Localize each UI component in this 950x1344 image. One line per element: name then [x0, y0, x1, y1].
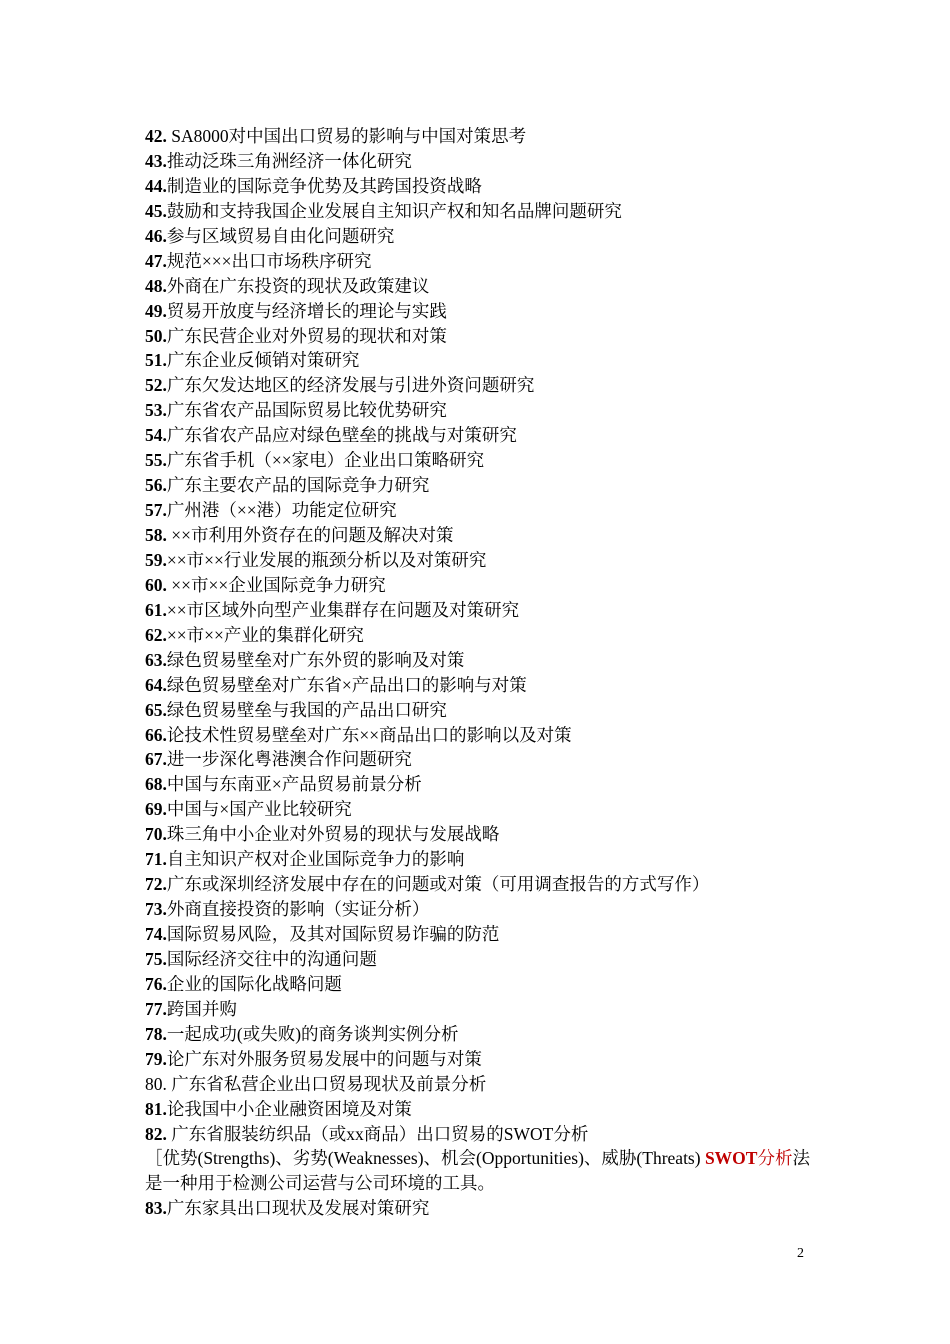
list-item	[145, 972, 825, 997]
item-text: 一起成功(或失败)的商务谈判实例分析	[166, 1023, 459, 1044]
item-text: 跨国并购	[166, 998, 237, 1019]
topic-list	[145, 124, 825, 1221]
item-number: 77.	[145, 998, 167, 1019]
list-item	[145, 698, 825, 723]
list-item	[145, 797, 825, 822]
list-item	[145, 174, 825, 199]
list-item	[145, 473, 825, 498]
item-text: 参与区域贸易自由化问题研究	[166, 225, 395, 246]
item-text: 绿色贸易壁垒对广东省×产品出口的影响与对策	[166, 674, 527, 695]
list-item	[145, 822, 825, 847]
item-number: 76.	[145, 973, 167, 994]
item-text: ××市××产业的集群化研究	[166, 624, 364, 645]
item-number: 68.	[145, 774, 167, 795]
item-text: 论我国中小企业融资困境及对策	[166, 1098, 412, 1119]
item-text: 中国与×国产业比较研究	[166, 799, 352, 820]
item-number: 60.	[145, 574, 167, 595]
list-item	[145, 548, 825, 573]
item-text: 广东家具出口现状及发展对策研究	[166, 1198, 430, 1219]
item-number: 73.	[145, 899, 167, 920]
swot-keyword-tail: 分析	[757, 1148, 793, 1169]
list-item	[145, 747, 825, 772]
item-number: 78.	[145, 1023, 167, 1044]
item-text: 广东省服装纺织品（或xx商品）出口贸易的SWOT分析	[166, 1123, 589, 1144]
list-item	[145, 598, 825, 623]
item-text: 中国与东南亚×产品贸易前景分析	[166, 774, 422, 795]
list-item	[145, 423, 825, 448]
list-item	[145, 124, 825, 149]
item-number: 72.	[145, 874, 167, 895]
list-item	[145, 723, 825, 748]
list-item	[145, 348, 825, 373]
item-number: 64.	[145, 674, 167, 695]
item-text: 论广东对外服务贸易发展中的问题与对策	[166, 1048, 482, 1069]
list-item	[145, 872, 825, 897]
item-number: 66.	[145, 724, 167, 745]
item-number: 48.	[145, 275, 167, 296]
page-number: 2	[797, 1246, 804, 1261]
list-item	[145, 274, 825, 299]
list-item	[145, 997, 825, 1022]
item-text: 贸易开放度与经济增长的理论与实践	[166, 300, 447, 321]
list-item	[145, 373, 825, 398]
item-text: 企业的国际化战略问题	[166, 973, 342, 994]
item-number: 63.	[145, 649, 167, 670]
item-text: ××市利用外资存在的问题及解决对策	[166, 525, 454, 545]
item-text: 广东民营企业对外贸易的现状和对策	[166, 325, 447, 346]
list-item	[145, 249, 825, 274]
item-number: 58.	[145, 525, 167, 545]
item-text: 广东省农产品国际贸易比较优势研究	[166, 400, 447, 421]
item-number: 82.	[145, 1123, 167, 1144]
list-item	[145, 324, 825, 349]
item-number: 51.	[145, 350, 167, 371]
swot-note-prefix: ［优势(Strengths)、劣势(Weaknesses)、机会(Opportunities)、威胁(Threats)	[145, 1148, 705, 1169]
list-item	[145, 1097, 825, 1122]
item-text: ××市××企业国际竞争力研究	[166, 574, 386, 595]
item-number: 74.	[145, 924, 167, 944]
item-text: 绿色贸易壁垒对广东外贸的影响及对策	[166, 649, 465, 670]
list-item	[145, 673, 825, 698]
swot-note	[145, 1146, 815, 1196]
item-number: 83.	[145, 1198, 167, 1219]
item-number: 47.	[145, 250, 167, 271]
item-number: 81.	[145, 1098, 167, 1119]
item-number: 65.	[145, 699, 167, 720]
list-item	[145, 1196, 825, 1221]
list-item	[145, 448, 825, 473]
list-item	[145, 199, 825, 224]
item-text: 自主知识产权对企业国际竞争力的影响	[166, 849, 465, 870]
item-number: 46.	[145, 225, 167, 246]
item-number: 42.	[145, 126, 167, 146]
swot-keyword: SWOT	[704, 1148, 758, 1169]
list-item	[145, 1047, 825, 1072]
item-number: 49.	[145, 300, 167, 321]
item-text: 国际贸易风险，及其对国际贸易诈骗的防范	[166, 924, 500, 944]
item-number: 53.	[145, 400, 167, 421]
item-number: 59.	[145, 549, 167, 570]
list-item	[145, 498, 825, 523]
list-item	[145, 897, 825, 922]
item-text: 外商在广东投资的现状及政策建议	[166, 275, 430, 296]
swot-note-suffix: 法是一种用于检测公司运营与公司环境的工具。	[145, 1148, 810, 1194]
list-item	[145, 398, 825, 423]
item-text: 广东或深圳经济发展中存在的问题或对策（可用调查报告的方式写作）	[166, 874, 710, 895]
item-text: 绿色贸易壁垒与我国的产品出口研究	[166, 699, 447, 720]
item-number: 69.	[145, 799, 167, 820]
list-item	[145, 648, 825, 673]
item-text: 规范×××出口市场秩序研究	[166, 250, 372, 271]
list-item	[145, 922, 825, 947]
item-text: 广东欠发达地区的经济发展与引进外资问题研究	[166, 375, 535, 396]
item-number: 54.	[145, 425, 167, 446]
item-text: 推动泛珠三角洲经济一体化研究	[166, 150, 412, 171]
list-item	[145, 772, 825, 797]
list-item	[145, 149, 825, 174]
item-number: 62.	[145, 624, 167, 645]
item-number: 44.	[145, 175, 167, 196]
item-text: SA8000对中国出口贸易的影响与中国对策思考	[166, 126, 527, 146]
list-item	[145, 224, 825, 249]
item-number: 56.	[145, 475, 167, 496]
item-text: 论技术性贸易壁垒对广东××商品出口的影响以及对策	[166, 724, 572, 745]
list-item	[145, 299, 825, 324]
item-number: 61.	[145, 599, 167, 620]
item-number: 79.	[145, 1048, 167, 1069]
item-number: 70.	[145, 824, 167, 845]
item-number: 67.	[145, 749, 167, 770]
list-item	[145, 1122, 825, 1147]
item-number: 57.	[145, 500, 167, 521]
item-number: 43.	[145, 150, 167, 171]
list-item	[145, 623, 825, 648]
list-item	[145, 947, 825, 972]
item-text: 广东省私营企业出口贸易现状及前景分析	[166, 1073, 487, 1094]
item-number: 55.	[145, 450, 167, 471]
item-text: 制造业的国际竞争优势及其跨国投资战略	[166, 175, 482, 196]
item-text: 国际经济交往中的沟通问题	[166, 948, 377, 969]
item-number: 80.	[145, 1073, 167, 1094]
list-item	[145, 573, 825, 598]
item-text: 进一步深化粤港澳合作问题研究	[166, 749, 412, 770]
item-number: 45.	[145, 200, 167, 221]
item-number: 52.	[145, 375, 167, 396]
item-text: 广东省农产品应对绿色壁垒的挑战与对策研究	[166, 425, 517, 446]
list-item	[145, 523, 825, 548]
item-text: ××市区域外向型产业集群存在问题及对策研究	[166, 599, 520, 620]
list-item	[145, 1072, 825, 1097]
item-number: 50.	[145, 325, 167, 346]
item-number: 71.	[145, 849, 167, 870]
list-item	[145, 847, 825, 872]
item-text: 珠三角中小企业对外贸易的现状与发展战略	[166, 824, 500, 845]
item-text: 外商直接投资的影响（实证分析）	[166, 899, 430, 920]
item-text: 广东主要农产品的国际竞争力研究	[166, 475, 430, 496]
list-item	[145, 1022, 825, 1047]
item-text: ××市××行业发展的瓶颈分析以及对策研究	[166, 549, 487, 570]
item-text: 鼓励和支持我国企业发展自主知识产权和知名品牌问题研究	[166, 200, 622, 221]
item-number: 75.	[145, 948, 167, 969]
item-text: 广州港（××港）功能定位研究	[166, 500, 397, 521]
item-text: 广东省手机（××家电）企业出口策略研究	[166, 450, 485, 471]
item-text: 广东企业反倾销对策研究	[166, 350, 360, 371]
